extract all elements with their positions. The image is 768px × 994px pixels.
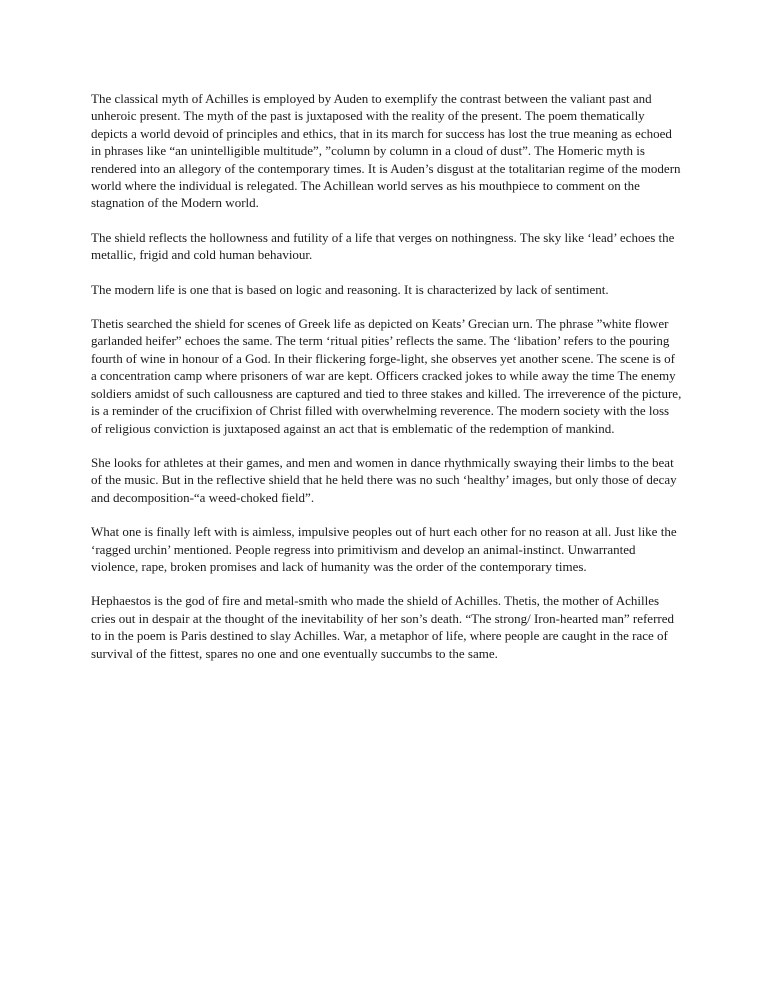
paragraph-4: Thetis searched the shield for scenes of Greek life as depicted on Keats’ Grecian urn. The phrase ”white flower garlanded heifer” echoes the same. The term ‘ritual pities’ reflects the same. The ‘libation’ refers to the pouring fourth of wine in honour of a God. In their flickering forge-light, she observes yet another scene. The scene is of a concentration camp where prisoners of war are kept. Officers cracked jokes to while away the time The enemy soldiers amidst of such callousness are captured and tied to three stakes and killed. The irreverence of the picture, is a reminder of the crucifixion of Christ filled with overwhelming reverence. The modern society with the loss of religious conviction is juxtaposed against an act that is emblematic of the redemption of mankind. <box>91 316 682 436</box>
paragraph-5: She looks for athletes at their games, and men and women in dance rhythmically swaying their limbs to the beat of the music. But in the reflective shield that he held there was no such ‘healthy’ images, but only those of decay and decomposition-“a weed-choked field”. <box>91 454 677 505</box>
paragraph-6: What one is finally left with is aimless, impulsive peoples out of hurt each other for no reason at all. Just like the ‘ragged urchin’ mentioned. People regress into primitivism and develop an animal-instinct. Unwarranted violence, rape, broken promises and lack of humanity was the order of the contemporary times. <box>91 524 677 574</box>
document-body <box>91 90 683 679</box>
paragraph-7: Hephaestos is the god of fire and metal-smith who made the shield of Achilles. Thetis, the mother of Achilles cries out in despair at the thought of the inevitability of her son’s death. “The strong/ Iron-hearted man” referred to in the poem is Paris destined to slay Achilles. War, a metaphor of life, where people are caught in the race of survival of the fittest, spares no one and one eventually succumbs to the same. <box>91 593 674 661</box>
paragraph-3: The modern life is one that is based on logic and reasoning. It is characterized by lack of sentiment. <box>91 281 609 297</box>
paragraph-2: The shield reflects the hollowness and futility of a life that verges on nothingness. The sky like ‘lead’ echoes the metallic, frigid and cold human behaviour. <box>91 229 675 263</box>
paragraph-1: The classical myth of Achilles is employed by Auden to exemplify the contrast between the valiant past and unheroic present. The myth of the past is juxtaposed with the reality of the present. The poem thematically depicts a world devoid of principles and ethics, that in its march for success has lost the true meaning as echoed in phrases like “an unintelligible multitude”, ”column by column in a cloud of dust”. The Homeric myth is rendered into an allegory of the contemporary times. It is Auden’s disgust at the totalitarian regime of the modern world where the individual is relegated. The Achillean world serves as his mouthpiece to comment on the stagnation of the Modern world. <box>91 91 681 211</box>
